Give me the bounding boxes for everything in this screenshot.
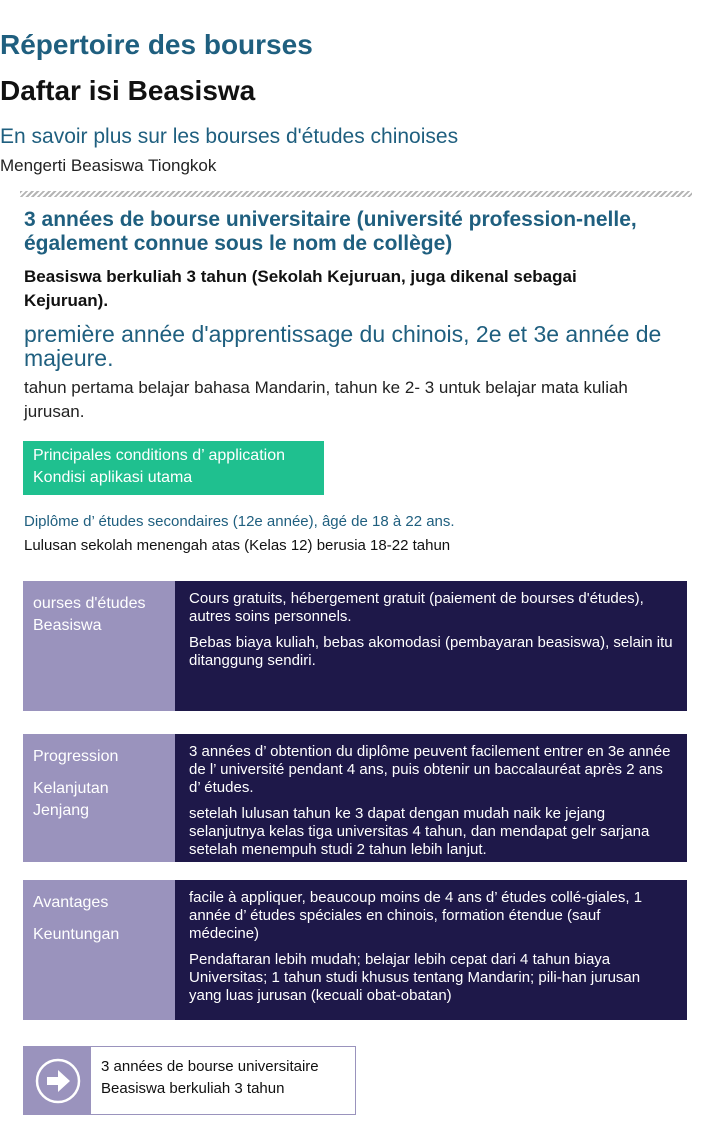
row-content-id: setelah lulusan tahun ke 3 dapat dengan mudah naik ke jejang selanjutnya kelas tiga universitas 4 tahun, dan mendapat gelr sarjana setelah menempuh studi 2 tahun lebih lanjut. (189, 805, 650, 858)
row-content (175, 880, 687, 1020)
row-label (23, 581, 175, 711)
row-label-fr: Progression (33, 748, 119, 765)
info-row-advantages (23, 880, 687, 1020)
row-label-id: Keuntungan (33, 926, 120, 943)
conditions-badge (23, 441, 324, 495)
row-content-fr: Cours gratuits, hébergement gratuit (paiement de bourses d'études), autres soins personnels. (189, 590, 644, 625)
page-title-id: Daftar isi Beasiswa (0, 75, 256, 106)
requirement-id: Lulusan sekolah menengah atas (Kelas 12) berusia 18-22 tahun (24, 537, 451, 554)
row-content (175, 581, 687, 711)
footer-icon-box[interactable] (24, 1047, 91, 1114)
page-subtitle-id: Mengerti Beasiswa Tiongkok (0, 156, 217, 175)
row-label (23, 880, 175, 1020)
row-label (23, 734, 175, 862)
row-content (175, 734, 687, 862)
section-title-id: Beasiswa berkuliah 3 tahun (Sekolah Kejuruan, juga dikenal sebagai Kejuruan). (24, 267, 577, 310)
dotted-divider (20, 191, 692, 197)
study-plan-id: tahun pertama belajar bahasa Mandarin, tahun ke 2- 3 untuk belajar mata kuliah jurusan. (24, 378, 628, 421)
row-content-fr: 3 années d’ obtention du diplôme peuvent facilement entrer en 3e année de l’ université pendant 4 ans, puis obtenir un baccalauréat après 2 ans d’ études. (189, 743, 671, 796)
row-content-id: Bebas biaya kuliah, bebas akomodasi (pembayaran beasiswa), selain itu ditanggung sendiri. (189, 634, 673, 669)
page-title-fr: Répertoire des bourses (0, 29, 313, 60)
requirement-fr: Diplôme d’ études secondaires (12e année), âgé de 18 à 22 ans. (24, 513, 455, 530)
arrow-right-icon[interactable] (35, 1058, 81, 1104)
row-label-id: Kelanjutan Jenjang (33, 780, 109, 819)
conditions-label-fr: Principales conditions d’ application (33, 447, 285, 464)
row-label-id: Beasiswa (33, 617, 102, 634)
study-plan-fr: première année d'apprentissage du chinois, 2e et 3e année de majeure. (24, 321, 662, 371)
info-row-scholarship (23, 581, 687, 711)
page-subtitle-fr: En savoir plus sur les bourses d'études chinoises (0, 125, 459, 148)
footer-link[interactable] (23, 1046, 356, 1115)
conditions-label-id: Kondisi aplikasi utama (33, 469, 193, 486)
footer-text-id: Beasiswa berkuliah 3 tahun (101, 1080, 285, 1097)
row-content-id: Pendaftaran lebih mudah; belajar lebih cepat dari 4 tahun biaya Universitas; 1 tahun studi khusus tentang Mandarin; pili-han jurusan yang luas jurusan (kecuali obat-obatan) (189, 951, 641, 1004)
row-label-fr: ourses d'études (33, 595, 146, 612)
footer-text-fr: 3 années de bourse universitaire (101, 1058, 319, 1075)
row-content-fr: facile à appliquer, beaucoup moins de 4 ans d’ études collé-giales, 1 année d’ études spéciales en chinois, formation étendue (sauf médecine) (189, 889, 643, 942)
section-title-fr: 3 années de bourse universitaire (université profession-nelle, également connue sous le nom de collège) (24, 208, 637, 255)
footer-text[interactable] (91, 1047, 355, 1114)
row-label-fr: Avantages (33, 894, 109, 911)
info-row-progression (23, 734, 687, 862)
